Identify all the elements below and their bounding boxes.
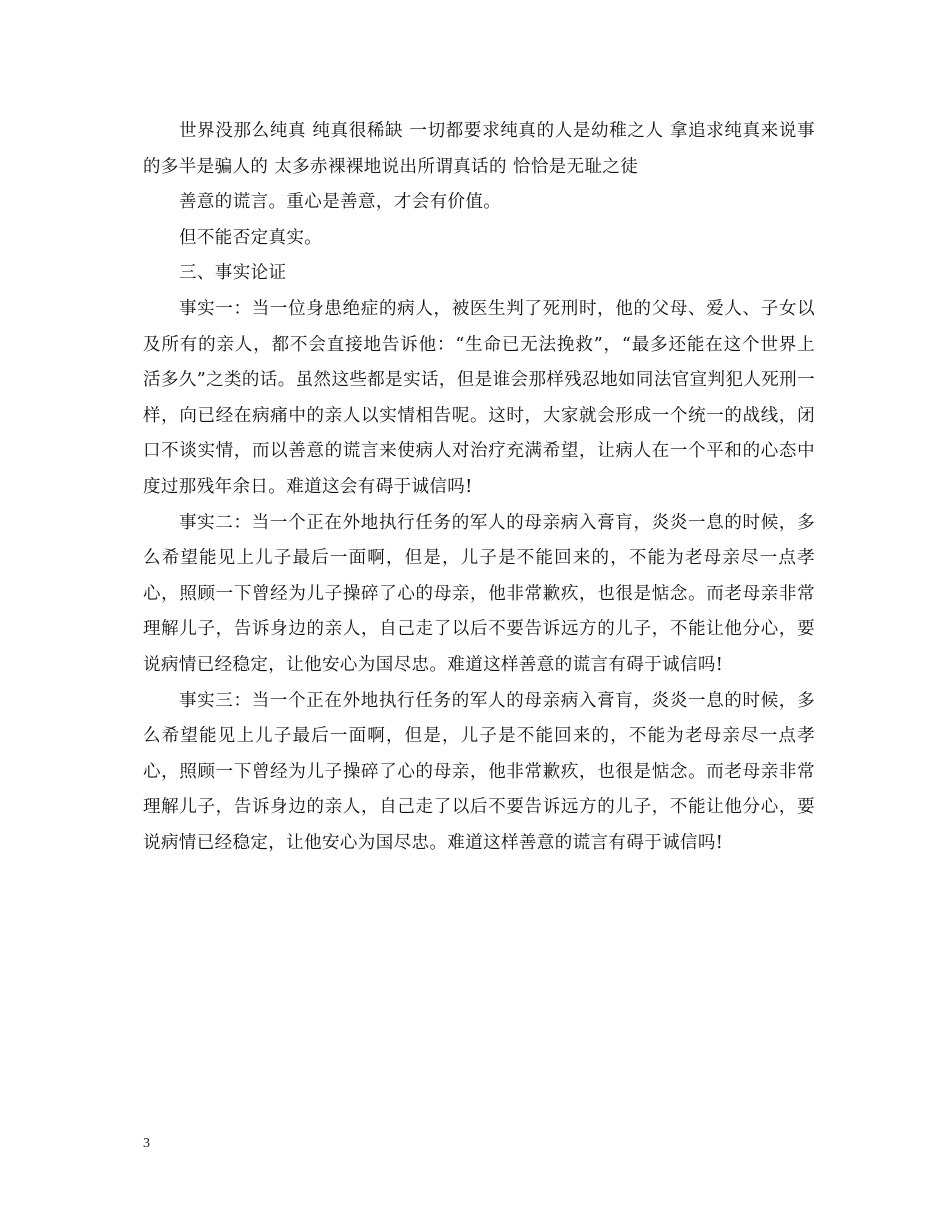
paragraph-good-will-lie: 善意的谎言。重心是善意，才会有价值。 — [179, 192, 502, 213]
page-number: 3 — [143, 1136, 150, 1151]
section-heading: 三、事实论证 — [179, 263, 287, 284]
paragraph-truth: 但不能否定真实。 — [179, 227, 323, 248]
paragraph-intro: 世界没那么纯真 纯真很稀缺 一切都要求纯真的人是幼稚之人 拿追求纯真来说事的多半是骗人的 太多赤裸裸地说出所谓真话的 恰恰是无耻之徒 — [143, 121, 815, 177]
paragraph-fact-three: 事实三：当一个正在外地执行任务的军人的母亲病入膏肓，炎炎一息的时候，多么希望能见上儿子最后一面啊，但是，儿子是不能回来的，不能为老母亲尽一点孝心，照顾一下曾经为儿子操碎了心的母亲，他非常歉疚，也很是惦念。而老母亲非常理解儿子，告诉身边的亲人，自己走了以后不要告诉远方的儿子，不能让他分心，要说病情已经稳定，让他安心为国尽忠。难道这样善意的谎言有碍于诚信吗! — [143, 690, 815, 853]
document-body — [143, 114, 815, 861]
paragraph-fact-two: 事实二：当一个正在外地执行任务的军人的母亲病入膏肓，炎炎一息的时候，多么希望能见上儿子最后一面啊，但是，儿子是不能回来的，不能为老母亲尽一点孝心，照顾一下曾经为儿子操碎了心的母亲，他非常歉疚，也很是惦念。而老母亲非常理解儿子，告诉身边的亲人，自己走了以后不要告诉远方的儿子，不能让他分心，要说病情已经稳定，让他安心为国尽忠。难道这样善意的谎言有碍于诚信吗! — [143, 512, 815, 675]
paragraph-fact-one: 事实一：当一位身患绝症的病人，被医生判了死刑时，他的父母、爱人、子女以及所有的亲人，都不会直接地告诉他：“生命已无法挽救”，“最多还能在这个世界上活多久”之类的话。虽然这些都是实话，但是谁会那样残忍地如同法官宣判犯人死刑一样，向已经在病痛中的亲人以实情相告呢。这时，大家就会形成一个统一的战线，闭口不谈实情，而以善意的谎言来使病人对治疗充满希望，让病人在一个平和的心态中度过那残年余日。难道这会有碍于诚信吗! — [143, 298, 815, 497]
